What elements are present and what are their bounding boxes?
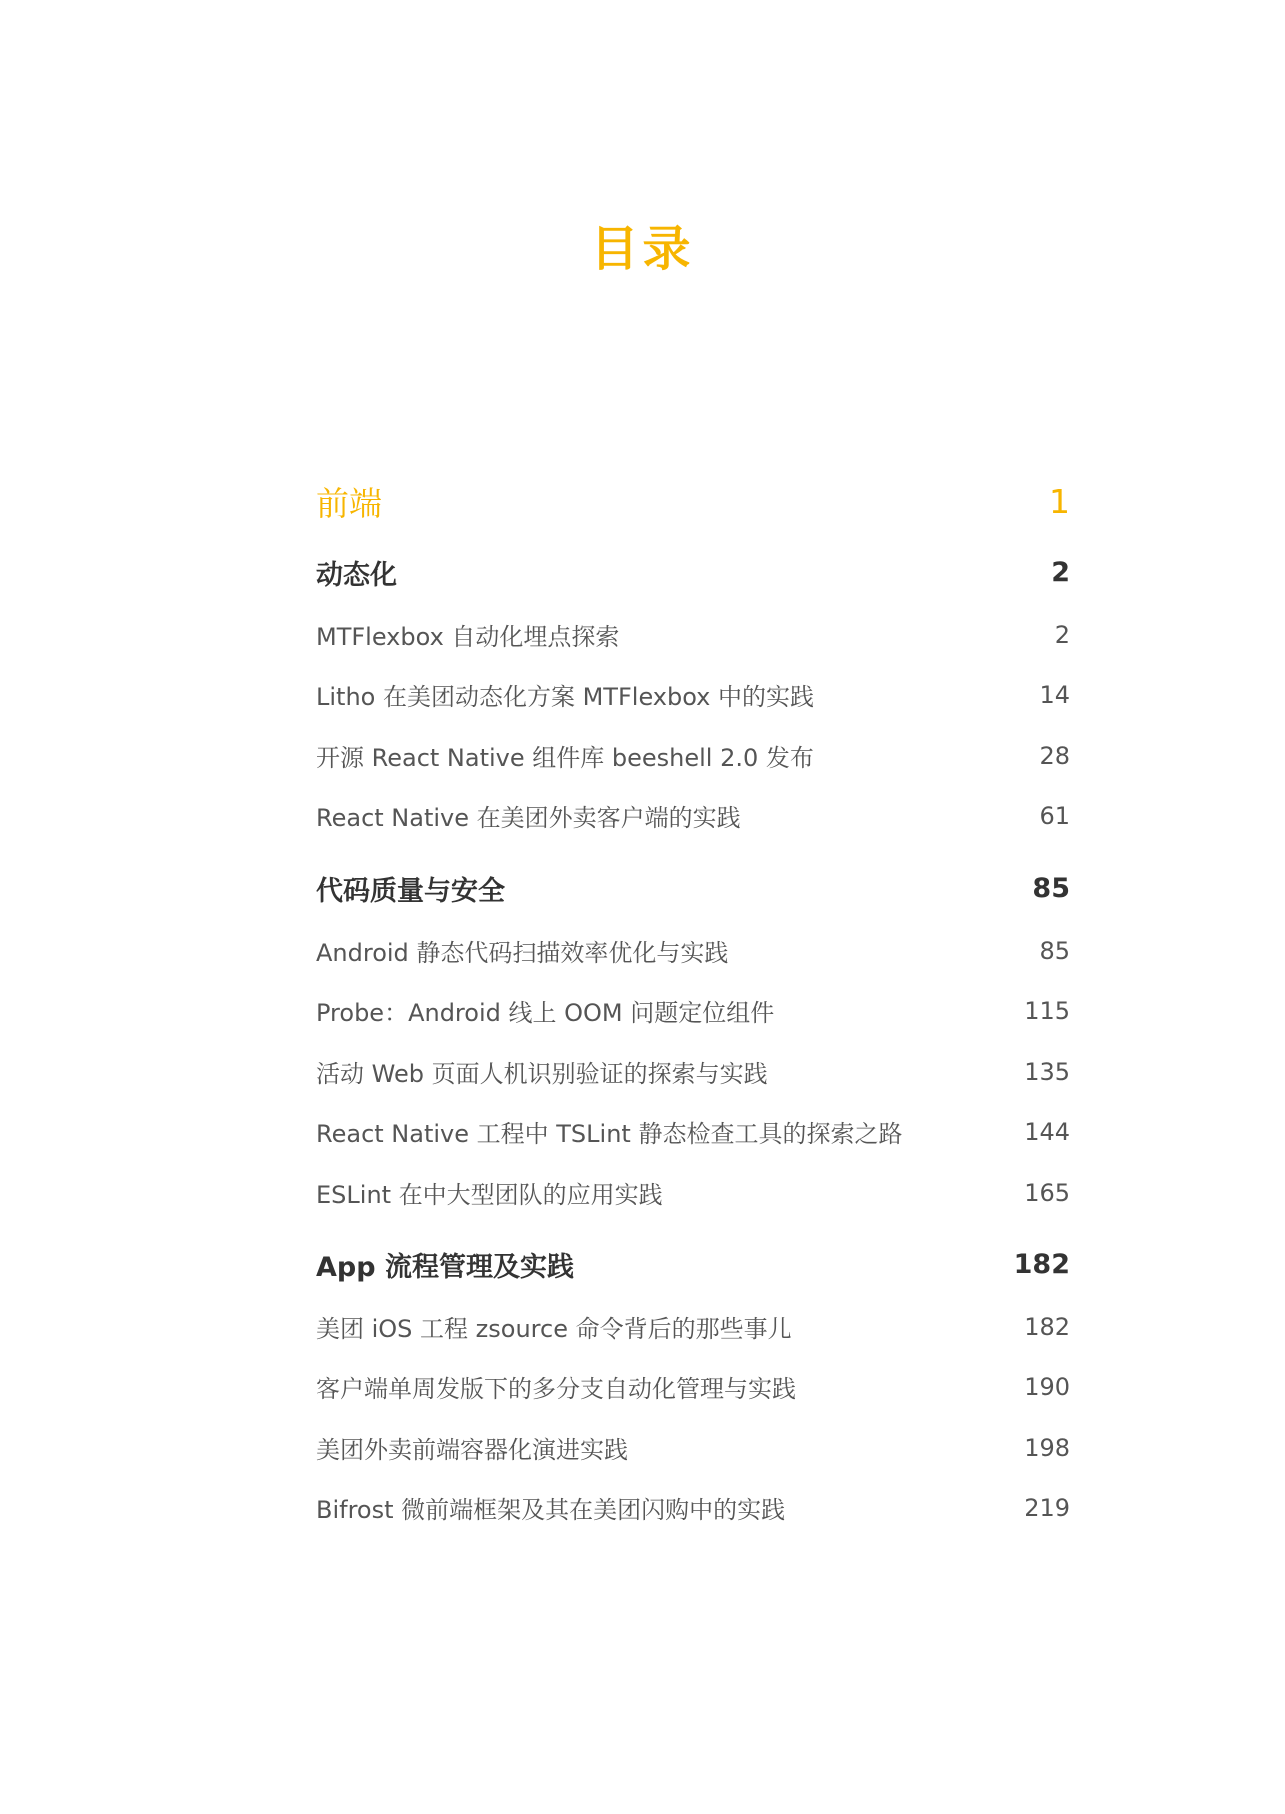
toc-entry-row[interactable] [316, 1309, 1070, 1344]
toc-entry-row[interactable] [316, 1369, 1070, 1404]
toc-entry-row[interactable] [316, 1430, 1070, 1465]
entry-title: React Native 工程中 TSLint 静态检查工具的探索之路 [316, 1120, 903, 1148]
chapter-page-number: 182 [1013, 1249, 1070, 1280]
page-title: 目录 [590, 221, 695, 277]
toc-chapter-row[interactable] [316, 869, 1070, 908]
entry-title: Probe：Android 线上 OOM 问题定位组件 [316, 999, 775, 1027]
chapter-page-number: 2 [1051, 557, 1070, 588]
entry-title: 客户端单周发版下的多分支自动化管理与实践 [316, 1375, 796, 1403]
entry-title: ESLint 在中大型团队的应用实践 [316, 1181, 663, 1209]
entry-page-number: 14 [1039, 680, 1070, 709]
toc-chapter-row[interactable] [316, 553, 1070, 592]
entry-page-number: 144 [1024, 1117, 1070, 1146]
entry-page-number: 115 [1024, 996, 1070, 1025]
toc-entry-row[interactable] [316, 993, 1070, 1028]
entry-title: 活动 Web 页面人机识别验证的探索与实践 [316, 1060, 768, 1088]
toc-entry-row[interactable] [316, 738, 1070, 773]
part-page-number: 1 [1049, 482, 1070, 521]
toc-chapter-row[interactable] [316, 1245, 1070, 1284]
toc-entry-row[interactable] [316, 1175, 1070, 1210]
chapter-title: 代码质量与安全 [316, 876, 505, 907]
entry-title: MTFlexbox 自动化埋点探索 [316, 623, 620, 651]
chapter-title: 动态化 [316, 560, 397, 591]
entry-page-number: 165 [1024, 1178, 1070, 1207]
entry-page-number: 85 [1039, 936, 1070, 965]
chapter-page-number: 85 [1032, 873, 1070, 904]
toc-part-row[interactable] [316, 478, 1070, 525]
entry-title: 美团 iOS 工程 zsource 命令背后的那些事儿 [316, 1315, 792, 1343]
entry-page-number: 135 [1024, 1057, 1070, 1086]
entry-title: Litho 在美团动态化方案 MTFlexbox 中的实践 [316, 683, 814, 711]
toc-entry-row[interactable] [316, 1490, 1070, 1525]
entry-page-number: 28 [1039, 741, 1070, 770]
entry-title: 美团外卖前端容器化演进实践 [316, 1436, 628, 1464]
part-title: 前端 [316, 484, 382, 523]
entry-page-number: 219 [1024, 1493, 1070, 1522]
entry-page-number: 2 [1054, 620, 1070, 649]
toc-entry-row[interactable] [316, 1054, 1070, 1089]
entry-page-number: 198 [1024, 1433, 1070, 1462]
entry-page-number: 61 [1039, 801, 1070, 830]
entry-title: Bifrost 微前端框架及其在美团闪购中的实践 [316, 1496, 786, 1524]
entry-title: React Native 在美团外卖客户端的实践 [316, 804, 741, 832]
entry-page-number: 190 [1024, 1372, 1070, 1401]
toc-entry-row[interactable] [316, 933, 1070, 968]
toc-entry-row[interactable] [316, 677, 1070, 712]
toc-entry-row[interactable] [316, 617, 1070, 652]
toc-entry-row[interactable] [316, 798, 1070, 833]
entry-title: 开源 React Native 组件库 beeshell 2.0 发布 [316, 744, 814, 772]
chapter-title: App 流程管理及实践 [316, 1252, 574, 1283]
entry-title: Android 静态代码扫描效率优化与实践 [316, 939, 729, 967]
entry-page-number: 182 [1024, 1312, 1070, 1341]
toc-entry-row[interactable] [316, 1114, 1070, 1149]
